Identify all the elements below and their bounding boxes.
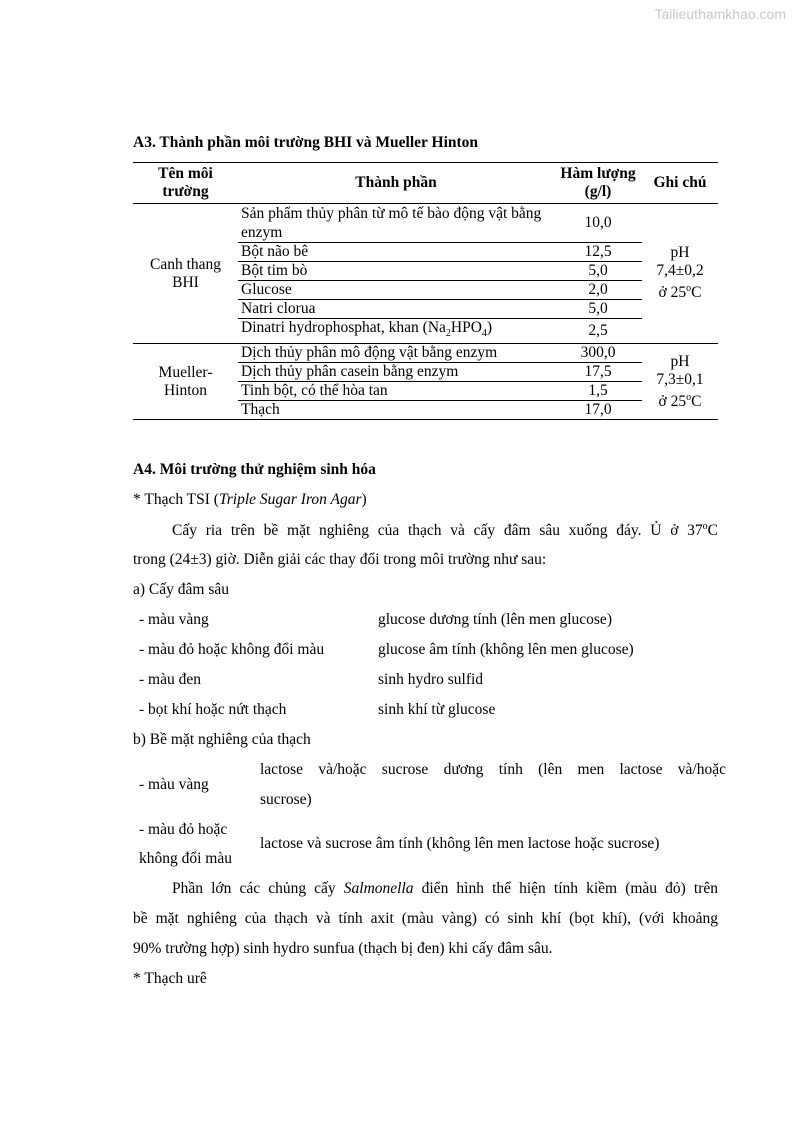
ingredient-cell: Bột não bê	[238, 243, 554, 262]
amount-cell: 2,5	[554, 319, 642, 344]
section-a-title: a) Cấy đâm sâu	[133, 581, 229, 598]
watermark: Tailieuthamkhao.com	[654, 6, 786, 22]
urea-heading: * Thạch urê	[133, 970, 207, 987]
list-item-label: - bọt khí hoặc nứt thạch	[139, 701, 287, 718]
note-mueller-hinton: pH 7,3±0,1 ở 25$^o$C	[642, 344, 718, 420]
medium-name-bhi: Canh thang BHI	[133, 204, 238, 344]
ingredient-cell: Glucose	[238, 281, 554, 300]
section-a4-title: A4. Môi trường thử nghiệm sinh hóa	[133, 461, 376, 478]
table-header-row	[133, 163, 718, 204]
ingredient-cell: Tinh bột, có thể hòa tan	[238, 382, 554, 401]
list-item-label: - màu vàng	[139, 776, 209, 793]
amount-cell: 12,5	[554, 243, 642, 262]
ingredient-cell: Dịch thủy phân mô động vật bằng enzym	[238, 344, 554, 363]
header-amount: Hàm lượng (g/l)	[554, 163, 642, 204]
ingredient-cell: Dinatri hydrophosphat, khan $(Na_2HPO_4)$	[238, 319, 554, 344]
note-bhi: pH 7,4±0,2 ở 25$^o$C	[642, 204, 718, 344]
list-item-result: glucose âm tính (không lên men glucose)	[378, 641, 634, 658]
paragraph-2-line-2: bề mặt nghiêng của thạch và tính axit (màu vàng) có sinh khí (bọt khí), (với khoảng	[133, 910, 718, 927]
list-item-label-cont: không đổi màu	[139, 850, 232, 867]
header-medium-name: Tên môi trường	[133, 163, 238, 204]
amount-cell: 2,0	[554, 281, 642, 300]
amount-cell: 10,0	[554, 204, 642, 243]
ingredient-cell: Dịch thủy phân casein bằng enzym	[238, 363, 554, 382]
list-item-result: sinh khí từ glucose	[378, 701, 496, 718]
ingredient-cell: Thạch	[238, 401, 554, 420]
paragraph-2-line-1: Phần lớn các chủng cấy Salmonella điển hình thể hiện tính kiềm (màu đỏ) trên	[172, 880, 719, 897]
list-item-result-cont: sucrose)	[260, 791, 312, 808]
section-a3-title: A3. Thành phần môi trường BHI và Mueller Hinton	[133, 134, 479, 151]
header-ingredient: Thành phần	[238, 163, 554, 204]
list-item-result: sinh hydro sulfid	[378, 671, 484, 688]
list-item-result: lactose và sucrose âm tính (không lên men lactose hoặc sucrose)	[260, 835, 660, 852]
list-item-label: - màu đen	[139, 671, 201, 688]
list-item-label: - màu đỏ hoặc không đổi màu	[139, 641, 325, 658]
ingredient-cell: Bột tim bò	[238, 262, 554, 281]
list-item-result: glucose dương tính (lên men glucose)	[378, 611, 612, 628]
amount-cell: 17,0	[554, 401, 642, 420]
amount-cell: 5,0	[554, 262, 642, 281]
medium-name-mueller-hinton: Mueller- Hinton	[133, 344, 238, 420]
header-note: Ghi chú	[642, 163, 718, 204]
ingredient-cell: Sản phẩm thủy phân từ mô tế bào động vật bằng enzym	[238, 204, 554, 243]
paragraph-1-line-1: Cấy ria trên bề mặt nghiêng của thạch và cấy đâm sâu xuống đáy. Ủ ở 37$^o$C	[172, 521, 718, 540]
amount-cell: 5,0	[554, 300, 642, 319]
list-item-label: - màu đỏ hoặc	[139, 821, 228, 838]
ingredient-cell: Natri clorua	[238, 300, 554, 319]
list-item-result: lactose và/hoặc sucrose dương tính (lên men lactose và/hoặc	[260, 761, 726, 778]
table-row	[133, 204, 718, 243]
amount-cell: 1,5	[554, 382, 642, 401]
media-composition-table	[133, 162, 718, 420]
paragraph-2-line-3: 90% trường hợp) sinh hydro sunfua (thạch bị đen) khi cấy đâm sâu.	[133, 940, 553, 957]
section-b-title: b) Bề mặt nghiêng của thạch	[133, 731, 311, 748]
table-row	[133, 344, 718, 363]
list-item-label: - màu vàng	[139, 611, 209, 628]
paragraph-1-line-2: trong (24±3) giờ. Diễn giải các thay đổi trong môi trường như sau:	[133, 551, 547, 568]
tsi-heading: * Thạch TSI (Triple Sugar Iron Agar)	[133, 491, 367, 508]
amount-cell: 17,5	[554, 363, 642, 382]
amount-cell: 300,0	[554, 344, 642, 363]
